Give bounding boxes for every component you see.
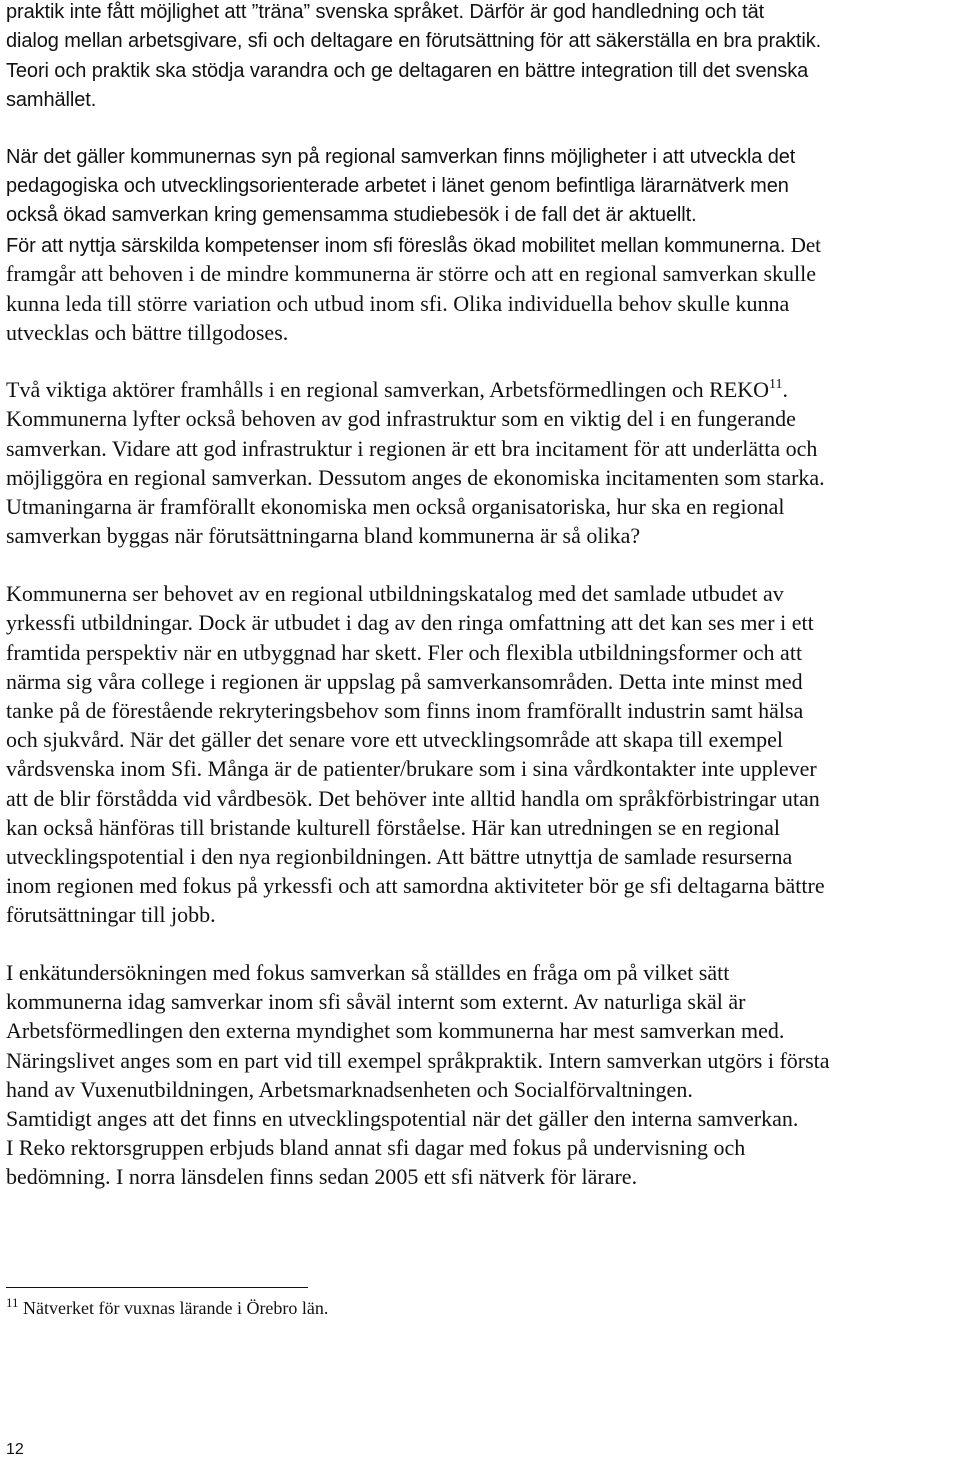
text-line: framtida perspektiv när en utbyggnad har skett. Fler och flexibla utbildningsformer och att xyxy=(6,640,803,665)
text-run: För att nyttja särskilda kompetenser inom sfi föreslås ökad mobilitet mellan kommunerna. xyxy=(6,235,786,257)
text-line xyxy=(6,375,788,405)
text-line: yrkessfi utbildningar. Dock är utbudet i dag av den ringa omfattning att det kan ses mer i ett xyxy=(6,610,814,635)
text-line: närma sig våra college i regionen är uppslag på samverkansområden. Detta inte minst med xyxy=(6,669,803,694)
text-line: kunna leda till större variation och utbud inom sfi. Olika individuella behov skulle kunna xyxy=(6,291,790,316)
text-line: inom regionen med fokus på yrkessfi och att samordna aktiviteter bör ge sfi deltagarna bättre xyxy=(6,873,825,898)
text-line: samhället. xyxy=(6,89,97,111)
text-line: pedagogiska och utvecklingsorienterade arbetet i länet genom befintliga lärarnätverk men xyxy=(6,175,789,197)
text-line: hand av Vuxenutbildningen, Arbetsmarknadsenheten och Socialförvaltningen. xyxy=(6,1077,693,1102)
text-line: att de blir förstådda vid vårdbesök. Det behöver inte alltid handla om språkförbistringar utan xyxy=(6,786,820,811)
text-line: Teori och praktik ska stödja varandra och ge deltagaren en bättre integration till det svenska xyxy=(6,60,809,82)
text-line: bedömning. I norra länsdelen finns sedan 2005 ett sfi nätverk för lärare. xyxy=(6,1164,638,1189)
text-line: möjliggöra en regional samverkan. Dessutom anges de ekonomiska incitamenten som starka. xyxy=(6,465,825,490)
footnote-reference: 11 xyxy=(769,377,783,392)
text-line: Utmaningarna är framförallt ekonomiska men också organisatoriska, hur ska en regional xyxy=(6,494,785,519)
text-line: samverkan. Vidare att god infrastruktur i regionen är ett bra incitament för att underlätta och xyxy=(6,436,818,461)
text-line: tanke på de förestående rekryteringsbehov som finns inom framförallt industrin samt hälsa xyxy=(6,698,804,723)
text-run: . xyxy=(782,377,789,402)
text-line: Kommunerna lyfter också behoven av god infrastruktur som en viktig del i en fungerande xyxy=(6,406,796,431)
text-line: också ökad samverkan kring gemensamma studiebesök i de fall det är aktuellt. xyxy=(6,204,697,226)
text-line: framgår att behoven i de mindre kommunerna är större och att en regional samverkan skulle xyxy=(6,261,817,286)
text-line: utvecklingspotential i den nya regionbildningen. Att bättre utnyttja de samlade resurserna xyxy=(6,844,793,869)
text-line: Näringslivet anges som en part vid till exempel språkpraktik. Intern samverkan utgörs i första xyxy=(6,1048,830,1073)
text-line xyxy=(6,230,821,260)
text-line: samverkan byggas när förutsättningarna bland kommunerna är så olika? xyxy=(6,523,641,548)
text-line: Kommunerna ser behovet av en regional utbildningskatalog med det samlade utbudet av xyxy=(6,581,784,606)
text-line: Arbetsförmedlingen den externa myndighet som kommunerna har mest samverkan med. xyxy=(6,1018,785,1043)
text-line: praktik inte fått möjlighet att ”träna” svenska språket. Därför är god handledning och tät xyxy=(6,1,765,23)
text-line: I Reko rektorsgruppen erbjuds bland annat sfi dagar med fokus på undervisning och xyxy=(6,1135,746,1160)
footnote-number: 11 xyxy=(6,1295,19,1310)
page-number: 12 xyxy=(6,1441,24,1458)
footnote-divider xyxy=(6,1287,308,1288)
text-line: Samtidigt anges att det finns en utvecklingspotential när det gäller den interna samverkan. xyxy=(6,1106,799,1131)
text-line: och sjukvård. När det gäller det senare vore ett utvecklingsområde att skapa till exempel xyxy=(6,727,784,752)
text-run: Två viktiga aktörer framhålls i en regional samverkan, Arbetsförmedlingen och REKO xyxy=(6,377,770,402)
footnote-text: Nätverket för vuxnas lärande i Örebro län. xyxy=(23,1298,329,1318)
text-line: kommunerna idag samverkar inom sfi såväl internt som externt. Av naturliga skäl är xyxy=(6,989,746,1014)
text-line: När det gäller kommunernas syn på regional samverkan finns möjligheter i att utveckla det xyxy=(6,146,796,168)
text-line: I enkätundersökningen med fokus samverkan så ställdes en fråga om på vilket sätt xyxy=(6,960,730,985)
text-line: kan också hänföras till bristande kulturell förståelse. Här kan utredningen se en regional xyxy=(6,815,781,840)
text-line: dialog mellan arbetsgivare, sfi och deltagare en förutsättning för att säkerställa en bra praktik. xyxy=(6,30,822,52)
text-line: vårdsvenska inom Sfi. Många är de patienter/brukare som i sina vårdkontakter inte upplever xyxy=(6,756,817,781)
text-line: utvecklas och bättre tillgodoses. xyxy=(6,320,289,345)
text-run: Det xyxy=(790,233,821,257)
footnote xyxy=(6,1296,328,1320)
text-line: förutsättningar till jobb. xyxy=(6,902,216,927)
